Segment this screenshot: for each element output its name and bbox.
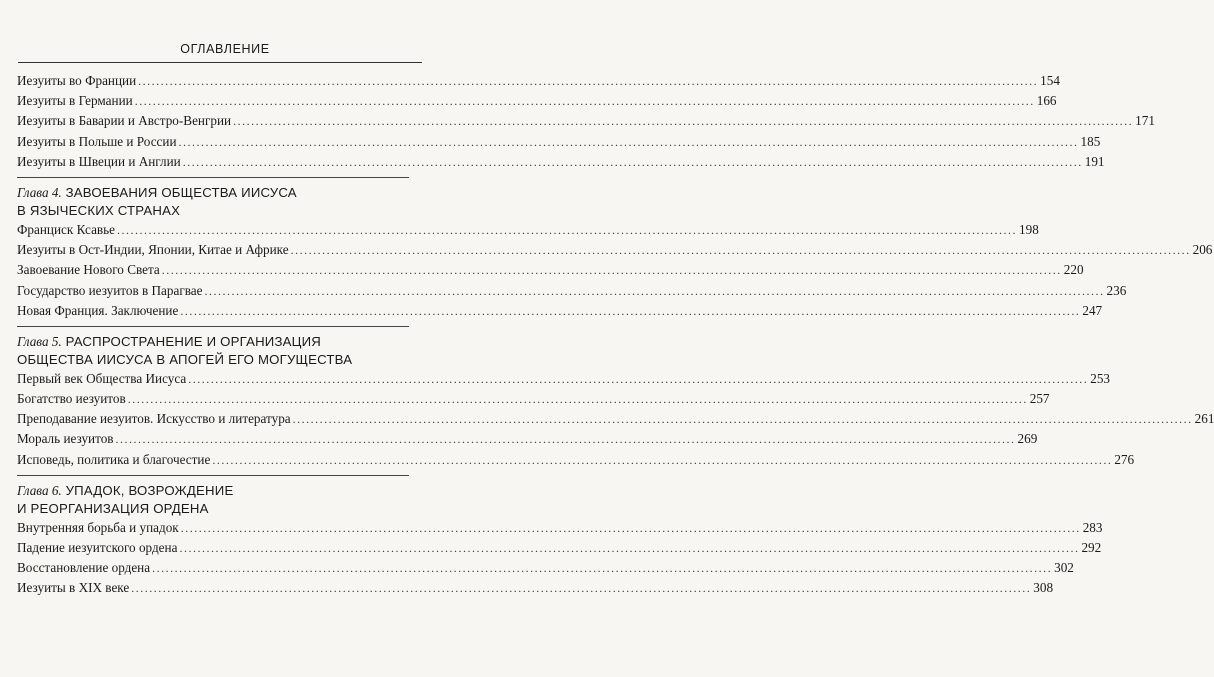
toc-entry-page: 247: [1082, 302, 1103, 318]
toc-entry-page: 206: [1192, 242, 1213, 258]
section-divider: [17, 475, 409, 476]
toc-entry-page: 261: [1194, 411, 1214, 427]
toc-entry: [17, 260, 1084, 280]
toc-entry: [17, 538, 1102, 558]
chapter-heading-continued: [17, 500, 409, 518]
toc-entry-page: 269: [1017, 431, 1038, 447]
toc-entry-page: 185: [1080, 133, 1101, 149]
dot-leader: ........................................................................................................................................................................................................: [117, 222, 1018, 237]
toc-entry: [17, 518, 1103, 538]
toc-entry-title: Богатство иезуитов: [17, 391, 126, 407]
toc-entry-page: 283: [1082, 519, 1103, 535]
chapter-heading-continued: [17, 351, 409, 369]
chapter-title-line-2: В ЯЗЫЧЕСКИХ СТРАНАХ: [17, 202, 181, 218]
chapter-title-line-1: РАСПРОСТРАНЕНИЕ И ОРГАНИЗАЦИЯ: [65, 333, 321, 349]
toc-entry: [17, 389, 1050, 409]
chapter-heading: [17, 184, 409, 202]
page-title: ОГЛАВЛЕНИЕ: [180, 42, 270, 56]
dot-leader: ........................................................................................................................................................................................................: [180, 303, 1081, 318]
toc-entry: [17, 71, 1060, 91]
toc-entry-title: Исповедь, политика и благочестие: [17, 451, 211, 467]
dot-leader: ........................................................................................................................................................................................................: [212, 452, 1113, 467]
dot-leader: ........................................................................................................................................................................................................: [152, 561, 1053, 576]
dot-leader: ........................................................................................................................................................................................................: [292, 412, 1193, 427]
toc-entry: [17, 152, 1105, 172]
toc-entry-title: Иезуиты в Германии: [17, 93, 133, 109]
toc-entry-page: 198: [1019, 221, 1039, 237]
chapter-number: Глава 5.: [17, 333, 62, 349]
toc-entry-title: Падение иезуитского ордена: [17, 540, 178, 555]
toc-entry-page: 166: [1036, 93, 1057, 109]
toc-entry-page: 276: [1114, 451, 1135, 467]
toc-entry: [17, 450, 1135, 470]
dot-leader: ........................................................................................................................................................................................................: [178, 134, 1079, 149]
toc-chapter-5: [17, 333, 1214, 470]
toc-entry: [17, 558, 1074, 578]
toc-entry-title: Иезуиты во Франции: [17, 73, 137, 88]
toc-entry-title: Франциск Ксавье: [17, 221, 116, 237]
toc-entry-page: 257: [1029, 391, 1050, 407]
header-rule: [18, 62, 422, 63]
toc-entry-title: Первый век Общества Иисуса: [17, 370, 187, 386]
toc-entry-page: 220: [1063, 262, 1084, 278]
toc-entry-title: Иезуиты в Баварии и Австро-Венгрии: [17, 113, 232, 129]
dot-leader: ........................................................................................................................................................................................................: [134, 94, 1035, 109]
toc-entry-page: 292: [1081, 540, 1102, 555]
dot-leader: ........................................................................................................................................................................................................: [115, 432, 1016, 447]
toc-entry-page: 171: [1135, 113, 1155, 129]
toc-chapter-6: [17, 482, 1103, 599]
toc-entry: [17, 240, 1213, 260]
chapter-title-line-2: И РЕОРГАНИЗАЦИЯ ОРДЕНА: [17, 500, 209, 516]
toc-entry-title: Иезуиты в XIX веке: [17, 580, 130, 596]
dot-leader: ........................................................................................................................................................................................................: [161, 263, 1062, 278]
toc-entry: [17, 369, 1111, 389]
dot-leader: ........................................................................................................................................................................................................: [204, 283, 1105, 298]
toc-entry-page: 236: [1106, 282, 1127, 298]
toc-entry: [17, 111, 1155, 131]
toc-entry-title: Мораль иезуитов: [17, 431, 114, 447]
dot-leader: ........................................................................................................................................................................................................: [180, 520, 1081, 535]
toc-entry-title: Государство иезуитов в Парагвае: [17, 282, 203, 298]
toc-entry-title: Иезуиты в Ост-Индии, Японии, Китае и Африке: [17, 242, 289, 258]
toc-entry-page: 253: [1090, 370, 1111, 386]
table-of-contents: [17, 71, 1214, 599]
dot-leader: ........................................................................................................................................................................................................: [127, 392, 1028, 407]
chapter-number: Глава 4.: [17, 184, 62, 200]
toc-entry-title: Иезуиты в Швеции и Англии: [17, 153, 181, 169]
chapter-title-line-1: УПАДОК, ВОЗРОЖДЕНИЕ: [65, 482, 234, 498]
toc-entry: [17, 281, 1127, 301]
section-divider: [17, 326, 409, 327]
toc-entry-page: 154: [1040, 73, 1060, 88]
dot-leader: ........................................................................................................................................................................................................: [233, 114, 1134, 129]
chapter-title-line-2: ОБЩЕСТВА ИИСУСА В АПОГЕЙ ЕГО МОГУЩЕСТВА: [17, 351, 353, 367]
toc-top-section: [17, 71, 1155, 172]
dot-leader: ........................................................................................................................................................................................................: [179, 541, 1080, 555]
toc-entry-page: 302: [1054, 560, 1074, 576]
toc-entry-page: 308: [1033, 580, 1054, 596]
dot-leader: ........................................................................................................................................................................................................: [182, 154, 1083, 169]
dot-leader: ........................................................................................................................................................................................................: [290, 243, 1191, 258]
toc-entry-title: Внутренняя борьба и упадок: [17, 519, 179, 535]
toc-entry: [17, 132, 1101, 152]
toc-entry-title: Завоевание Нового Света: [17, 262, 160, 278]
dot-leader: ........................................................................................................................................................................................................: [188, 371, 1089, 386]
dot-leader: ........................................................................................................................................................................................................: [131, 581, 1032, 596]
toc-entry-title: Преподавание иезуитов. Искусство и литература: [17, 411, 291, 427]
toc-entry: [17, 301, 1103, 321]
toc-entry-page: 191: [1084, 153, 1105, 169]
toc-entry-title: Восстановление ордена: [17, 560, 151, 576]
chapter-title-line-1: ЗАВОЕВАНИЯ ОБЩЕСТВА ИИСУСА: [65, 184, 297, 200]
toc-entry: [17, 91, 1057, 111]
toc-entry-title: Новая Франция. Заключение: [17, 302, 179, 318]
toc-entry: [17, 429, 1038, 449]
dot-leader: ........................................................................................................................................................................................................: [138, 74, 1039, 88]
toc-entry-title: Иезуиты в Польше и России: [17, 133, 177, 149]
toc-entry: [17, 220, 1039, 240]
toc-chapter-4: [17, 184, 1213, 321]
chapter-number: Глава 6.: [17, 482, 62, 498]
chapter-heading-continued: [17, 202, 409, 220]
chapter-heading: [17, 333, 409, 351]
toc-entry: [17, 578, 1054, 598]
toc-entry: [17, 409, 1214, 429]
chapter-heading: [17, 482, 409, 500]
section-divider: [17, 177, 409, 178]
